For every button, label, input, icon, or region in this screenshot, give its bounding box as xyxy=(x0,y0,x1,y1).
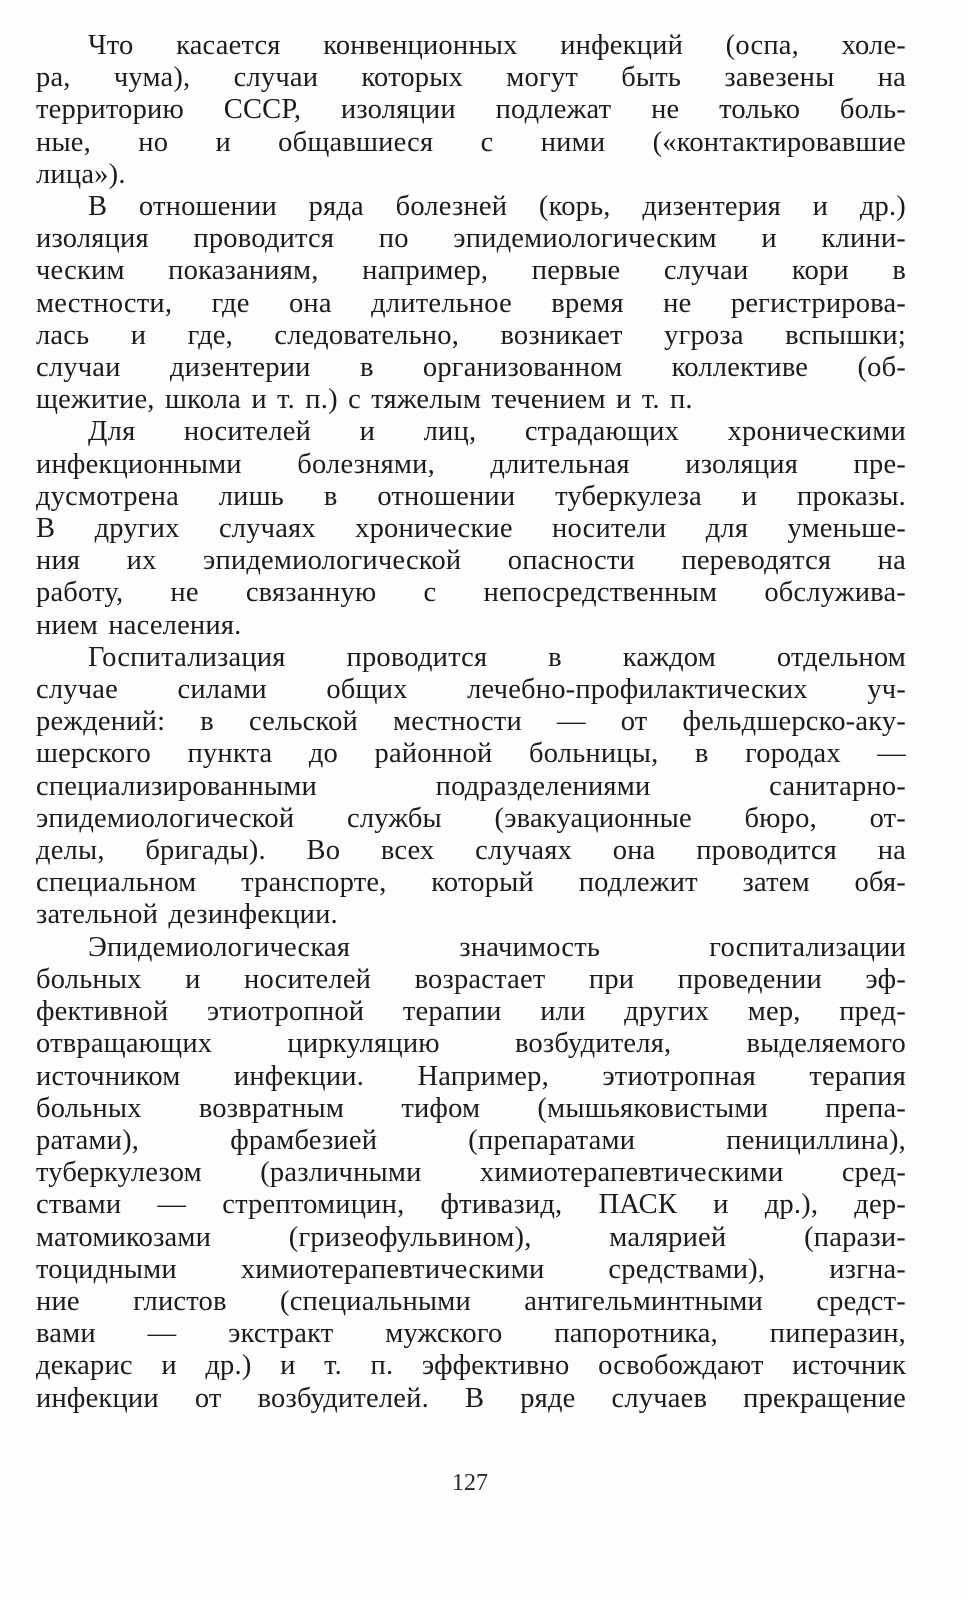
text-line: источником инфекции. Например, этиотропная терапия xyxy=(36,1060,906,1092)
text-line: эпидемиологической службы (эвакуационные бюро, от- xyxy=(36,802,906,834)
text-line: ния их эпидемиологической опасности переводятся на xyxy=(36,545,906,577)
text-line: лица»). xyxy=(36,158,126,190)
text-line: ра, чума), случаи которых могут быть завезены на xyxy=(36,62,906,94)
text-line: ратами), фрамбезией (препаратами пенициллина), xyxy=(36,1124,906,1156)
text-line: территорию СССР, изоляции подлежат не только боль- xyxy=(36,94,906,126)
text-line: дусмотрена лишь в отношении туберкулеза и проказы. xyxy=(36,480,906,512)
text-line: специализированными подразделениями санитарно- xyxy=(36,770,906,802)
text-line: местности, где она длительное время не регистрирова- xyxy=(36,287,906,319)
text-line: ние глистов (специальными антигельминтными средст- xyxy=(36,1285,906,1317)
paragraph-1 xyxy=(36,30,906,191)
text-line: ные, но и общавшиеся с ними («контактировавшие xyxy=(36,126,906,158)
text-line: щежитие, школа и т. п.) с тяжелым течением и т. п. xyxy=(36,384,693,416)
text-line: изоляция проводится по эпидемиологическим и клини- xyxy=(36,223,906,255)
text-line: матомикозами (гризеофульвином), малярией (парази- xyxy=(36,1221,906,1253)
text-line: фективной этиотропной терапии или других мер, пред- xyxy=(36,996,906,1028)
body-text xyxy=(36,30,906,1415)
text-line: Что касается конвенционных инфекций (оспа, холе- xyxy=(88,30,906,61)
text-line: В других случаях хронические носители для уменьше- xyxy=(36,513,906,545)
text-line: Госпитализация проводится в каждом отдельном xyxy=(88,641,906,673)
text-line: работу, не связанную с непосредственным обслужива- xyxy=(36,577,906,609)
text-line: туберкулезом (различными химиотерапевтическими сред- xyxy=(36,1157,906,1189)
text-line: шерского пункта до районной больницы, в городах — xyxy=(36,738,906,770)
text-line: Для носителей и лиц, страдающих хроническими xyxy=(88,416,906,448)
text-line: инфекции от возбудителей. В ряде случаев прекращение xyxy=(36,1382,906,1414)
paragraph-3 xyxy=(36,416,906,641)
paragraph-2 xyxy=(36,191,906,416)
text-line: специальном транспорте, который подлежит затем обя- xyxy=(36,867,906,899)
text-line: зательной дезинфекции. xyxy=(36,899,338,931)
paragraph-5 xyxy=(36,932,906,1415)
text-line: случаи дизентерии в организованном коллективе (об- xyxy=(36,352,906,384)
paragraph-4 xyxy=(36,642,906,932)
text-line: больных и носителей возрастает при проведении эф- xyxy=(36,963,906,995)
text-line: тоцидными химиотерапевтическими средствами), изгна- xyxy=(36,1253,906,1285)
text-line: Эпидемиологическая значимость госпитализации xyxy=(88,931,906,963)
text-line: лась и где, следовательно, возникает угроза вспышки; xyxy=(36,319,906,351)
text-line: нием населения. xyxy=(36,609,242,641)
text-line: больных возвратным тифом (мышьяковистыми препа- xyxy=(36,1092,906,1124)
text-line: случае силами общих лечебно-профилактических уч- xyxy=(36,674,906,706)
text-line: В отношении ряда болезней (корь, дизентерия и др.) xyxy=(88,191,906,223)
text-line: декарис и др.) и т. п. эффективно освобождают источник xyxy=(36,1350,906,1382)
text-line: инфекционными болезнями, длительная изоляция пре- xyxy=(36,448,906,480)
text-line: ческим показаниям, например, первые случаи кори в xyxy=(36,255,906,287)
text-line: ствами — стрептомицин, фтивазид, ПАСК и др.), дер- xyxy=(36,1189,906,1221)
text-line: делы, бригады). Во всех случаях она проводится на xyxy=(36,835,906,867)
text-line: отвращающих циркуляцию возбудителя, выделяемого xyxy=(36,1028,906,1060)
text-line: вами — экстракт мужского папоротника, пиперазин, xyxy=(36,1318,906,1350)
text-line: реждений: в сельской местности — от фельдшерско-аку- xyxy=(36,706,906,738)
page-number: 127 xyxy=(452,1470,488,1496)
